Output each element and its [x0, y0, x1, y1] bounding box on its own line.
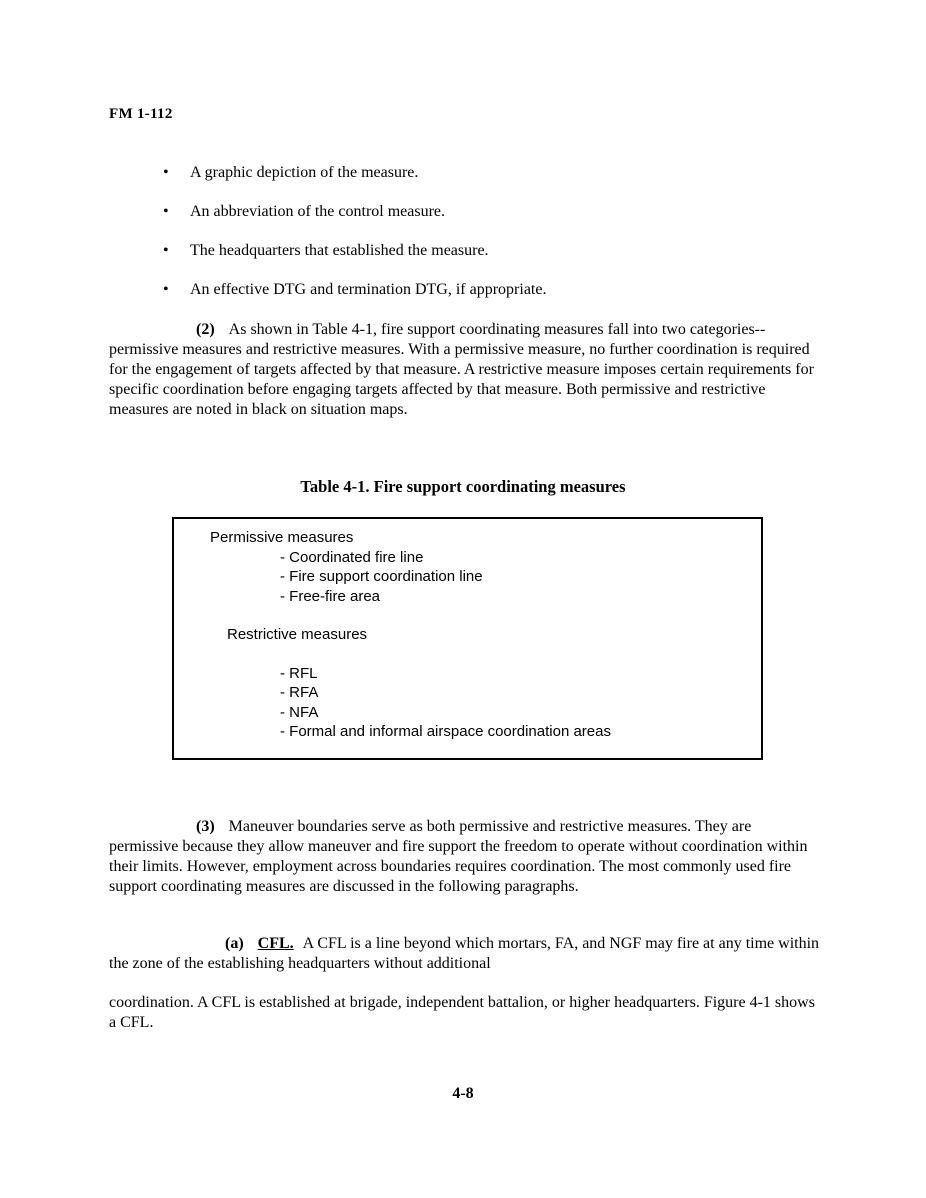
bullet-text: The headquarters that established the measure.	[190, 242, 489, 259]
paragraph-text: As shown in Table 4-1, fire support coordinating measures fall into two categories--permissive measures and restrictive measures. With a permissive measure, no further coordination is required for the engagement of targets affected by that measure. A restrictive measure imposes certain requirements for specific coordination before engaging targets affected by that measure. Both permissive and restrictive measures are noted in black on situation maps.	[109, 321, 814, 418]
bullet-text: An abbreviation of the control measure.	[190, 203, 446, 220]
permissive-item: - Fire support coordination line	[280, 568, 483, 585]
permissive-measures-header: Permissive measures	[210, 529, 354, 546]
list-item	[163, 163, 813, 183]
bullet-text: A graphic depiction of the measure.	[190, 164, 419, 181]
permissive-item: - Free-fire area	[280, 587, 381, 605]
page-number-footer: 4-8	[452, 1085, 474, 1102]
list-item	[163, 280, 813, 300]
bullet-icon: •	[163, 203, 169, 220]
paragraph-text: A CFL is a line beyond which mortars, FA, and NGF may fire at any time within the zone of the establishing headquarters without additional	[109, 935, 820, 972]
table-4-1-box	[172, 517, 763, 760]
restrictive-item: - Formal and informal airspace coordination areas	[280, 723, 611, 740]
permissive-measures-list	[280, 548, 761, 607]
restrictive-item: - NFA	[280, 703, 319, 721]
list-item	[163, 241, 813, 261]
paragraph-2	[109, 320, 821, 420]
paragraph-a-continued	[109, 993, 821, 1033]
paragraph-text: coordination. A CFL is established at brigade, independent battalion, or higher headquarters. Figure 4-1 shows a CFL.	[109, 994, 815, 1031]
paragraph-a	[109, 934, 821, 974]
document-id-header: FM 1-112	[109, 106, 173, 122]
paragraph-3	[109, 817, 821, 897]
list-item	[163, 202, 813, 222]
bullet-icon: •	[163, 242, 169, 259]
restrictive-item: - RFL	[280, 664, 318, 682]
paragraph-number: (2)	[196, 321, 215, 338]
restrictive-measures-list	[280, 664, 761, 742]
restrictive-measures-header: Restrictive measures	[227, 626, 368, 643]
permissive-item: - Coordinated fire line	[280, 548, 424, 566]
paragraph-letter: (a)	[225, 935, 244, 952]
bullet-icon: •	[163, 164, 169, 181]
paragraph-number: (3)	[196, 818, 215, 835]
bullet-list	[163, 163, 813, 319]
table-caption: Table 4-1. Fire support coordinating measures	[300, 477, 626, 496]
restrictive-item: - RFA	[280, 684, 319, 701]
cfl-term-label: CFL.	[257, 935, 294, 952]
bullet-text: An effective DTG and termination DTG, if appropriate.	[190, 281, 547, 298]
paragraph-text: Maneuver boundaries serve as both permissive and restrictive measures. They are permissive because they allow maneuver and fire support the freedom to operate without coordination within their limits. However, employment across boundaries requires coordination. The most commonly used fire support coordinating measures are discussed in the following paragraphs.	[109, 818, 808, 895]
bullet-icon: •	[163, 281, 169, 298]
